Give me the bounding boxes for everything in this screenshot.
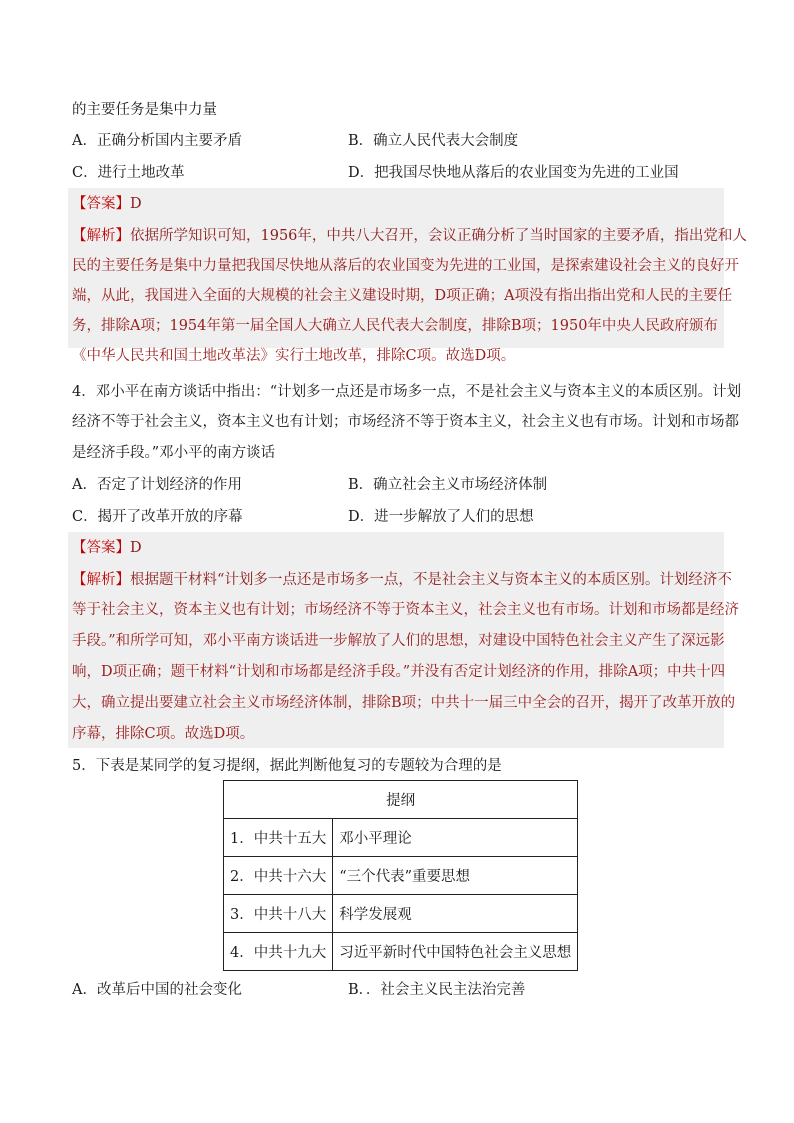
q3-analysis-line-2: 民的主要任务是集中力量把我国尽快地从落后的农业国变为先进的工业国，是探索建设社会主义的良好开 [72,258,739,274]
table-cell-theory: “三个代表”重要思想 [333,857,578,895]
table-row [224,819,578,857]
table-cell-congress: 3．中共十八大 [224,895,333,933]
q5-option-b: B．．社会主义民主法治完善 [348,982,526,998]
q4-option-b: B．确立社会主义市场经济体制 [348,477,548,493]
q4-option-d: D．进一步解放了人们的思想 [348,509,534,525]
q4-answer-line [72,538,142,558]
table-header: 提纲 [224,781,578,819]
q3-option-d: D．把我国尽快地从落后的农业国变为先进的工业国 [348,165,679,181]
q4-answer-label: 【答案】 [72,540,130,556]
q3-option-b: B．确立人民代表大会制度 [348,133,519,149]
table-cell-theory: 习近平新时代中国特色社会主义思想 [333,933,578,971]
q3-answer-label: 【答案】 [72,196,130,212]
q3-answer-box [68,188,747,364]
q3-analysis-line-5: 《中华人民共和国土地改革法》实行土地改革，排除C项。故选D项。 [72,348,516,364]
q4-answer-box [68,532,739,748]
q4-analysis-line-2: 等于社会主义，资本主义也有计划；市场经济不等于资本主义，社会主义也有市场。计划和市场都是经济 [72,602,739,618]
table-row [224,933,578,971]
q3-analysis-label: 【解析】 [72,228,130,244]
q4-stem-line-3: 是经济手段。”邓小平的南方谈话 [72,445,276,461]
q4-answer-value: D [130,540,142,556]
outline-table [223,780,578,971]
q4-option-c: C．揭开了改革开放的序幕 [72,509,243,525]
table-cell-congress: 2．中共十六大 [224,857,333,895]
q4-analysis-line-3: 手段。”和所学可知，邓小平南方谈话进一步解放了人们的思想，对建设中国特色社会主义产生了深远影 [72,633,725,649]
q4-option-a: A．否定了计划经济的作用 [72,477,242,493]
table-cell-theory: 邓小平理论 [333,819,578,857]
q4-analysis-label: 【解析】 [72,572,130,588]
q3-answer-value: D [130,196,142,212]
q4-analysis-line-6: 序幕，排除C项。故选D项。 [72,726,255,742]
q3-analysis-line-3: 端，从此，我国进入全面的大规模的社会主义建设时期，D项正确；A项没有指出指出党和人民的主要任 [72,288,733,304]
table-cell-congress: 4．中共十九大 [224,933,333,971]
q3-analysis-line-4: 务，排除A项；1954年第一届全国人大确立人民代表大会制度，排除B项；1950年中央人民政府颁布 [72,318,718,334]
table-row [224,895,578,933]
q4-analysis-line-1: 【解析】根据题干材料“计划多一点还是市场多一点，不是社会主义与资本主义的本质区别。计划经济不 [72,572,732,588]
q5-option-a: A．改革后中国的社会变化 [72,982,242,998]
table-header-row [224,781,578,819]
q3-answer-line [72,194,142,214]
q3-stem-tail: 的主要任务是集中力量 [72,102,217,118]
q4-analysis-line-5: 大，确立提出要建立社会主义市场经济体制，排除B项；中共十一届三中全会的召开，揭开了改革开放的 [72,695,736,711]
table-cell-congress: 1．中共十五大 [224,819,333,857]
q4-stem-line-2: 经济不等于社会主义，资本主义也有计划；市场经济不等于资本主义，社会主义也有市场。计划和市场都 [72,414,739,430]
table-cell-theory: 科学发展观 [333,895,578,933]
q3-option-c: C．进行土地改革 [72,165,185,181]
q5-stem: 5．下表是某同学的复习提纲，据此判断他复习的专题较为合理的是 [72,758,502,774]
q3-analysis-line-1: 【解析】依据所学知识可知，1956年，中共八大召开，会议正确分析了当时国家的主要矛盾，指出党和人 [72,228,747,244]
q3-option-a: A．正确分析国内主要矛盾 [72,133,242,149]
q4-stem-line-1: 4．邓小平在南方谈话中指出：“计划多一点还是市场多一点，不是社会主义与资本主义的本质区别。计划 [72,384,742,400]
table-row [224,857,578,895]
q4-analysis-line-4: 响，D项正确；题干材料“计划和市场都是经济手段。”并没有否定计划经济的作用，排除A项；中共十四 [72,664,726,680]
